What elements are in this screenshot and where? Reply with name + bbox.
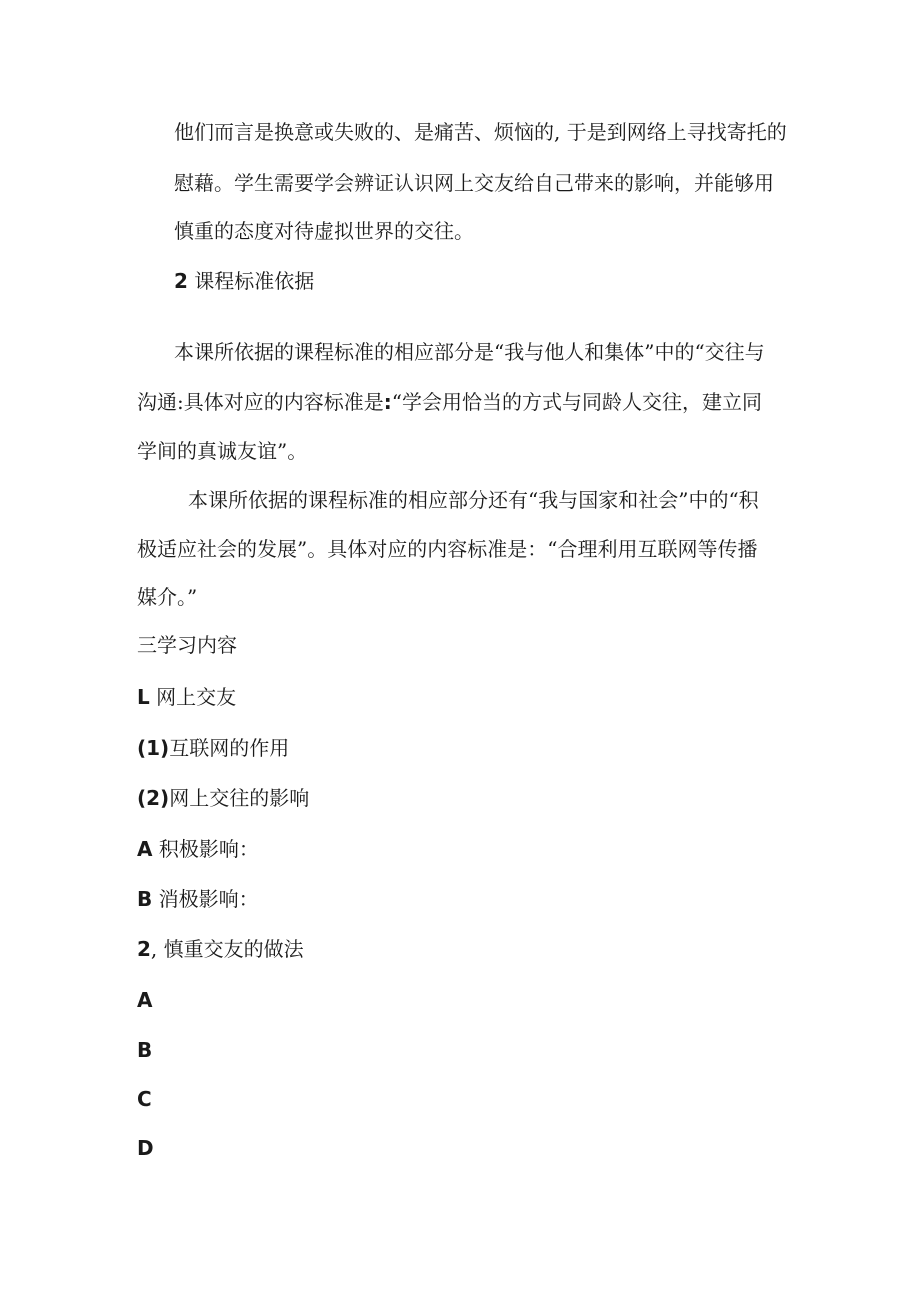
paragraph-line: 学间的真诚友谊”。 (137, 439, 308, 463)
outline-text: 网上交往的影响 (169, 786, 310, 810)
outline-mark: B (137, 887, 153, 911)
outline-item (137, 836, 259, 862)
outline-item (137, 936, 304, 962)
paragraph-text: “学会用恰当的方式与同龄人交往，建立同 (391, 390, 762, 414)
paragraph-line: 他们而言是换意或失败的、是痛苦、烦恼的, 于是到网络上寻找寄托的 (174, 120, 787, 144)
outline-mark: (1) (137, 736, 170, 760)
outline-text: 网上交友 (156, 685, 237, 709)
outline-mark: (2) (137, 786, 170, 810)
bold-colon: : (383, 390, 392, 414)
paragraph-line: 慰藉。学生需要学会辨证认识网上交友给自己带来的影响，并能够用 (174, 171, 774, 195)
outline-blank-item: C (137, 1087, 152, 1111)
section-number: 2 (174, 269, 188, 293)
outline-blank-item: D (137, 1136, 154, 1160)
paragraph-line: 慎重的态度对待虚拟世界的交往。 (174, 219, 474, 243)
paragraph-line: 极适应社会的发展”。具体对应的内容标准是：“合理利用互联网等传播 (137, 537, 758, 561)
outline-text: 消极影响： (158, 887, 259, 911)
outline-item (137, 684, 236, 710)
paragraph-line (137, 389, 762, 415)
paragraph-text: 沟通:具体对应的内容标准是 (137, 390, 384, 414)
paragraph-line: 媒介。” (137, 585, 198, 609)
outline-text: 互联网的作用 (169, 736, 290, 760)
outline-mark: 2 (137, 937, 151, 961)
section-title: 课程标准依据 (194, 269, 315, 293)
outline-blank-item: A (137, 988, 153, 1012)
paragraph-line: 本课所依据的课程标准的相应部分还有“我与国家和社会”中的“积 (188, 488, 759, 512)
outline-mark: A (137, 837, 153, 861)
outline-item (137, 735, 289, 761)
outline-item (137, 785, 309, 811)
outline-mark: L (137, 685, 150, 709)
paragraph-line: 本课所依据的课程标准的相应部分是“我与他人和集体”中的“交往与 (174, 340, 765, 364)
outline-blank-item: B (137, 1038, 153, 1062)
section-heading: 三学习内容 (137, 633, 237, 657)
outline-text: 积极影响： (158, 837, 259, 861)
section-heading (174, 268, 314, 294)
outline-item (137, 886, 259, 912)
outline-text: , 慎重交友的做法 (150, 937, 304, 961)
